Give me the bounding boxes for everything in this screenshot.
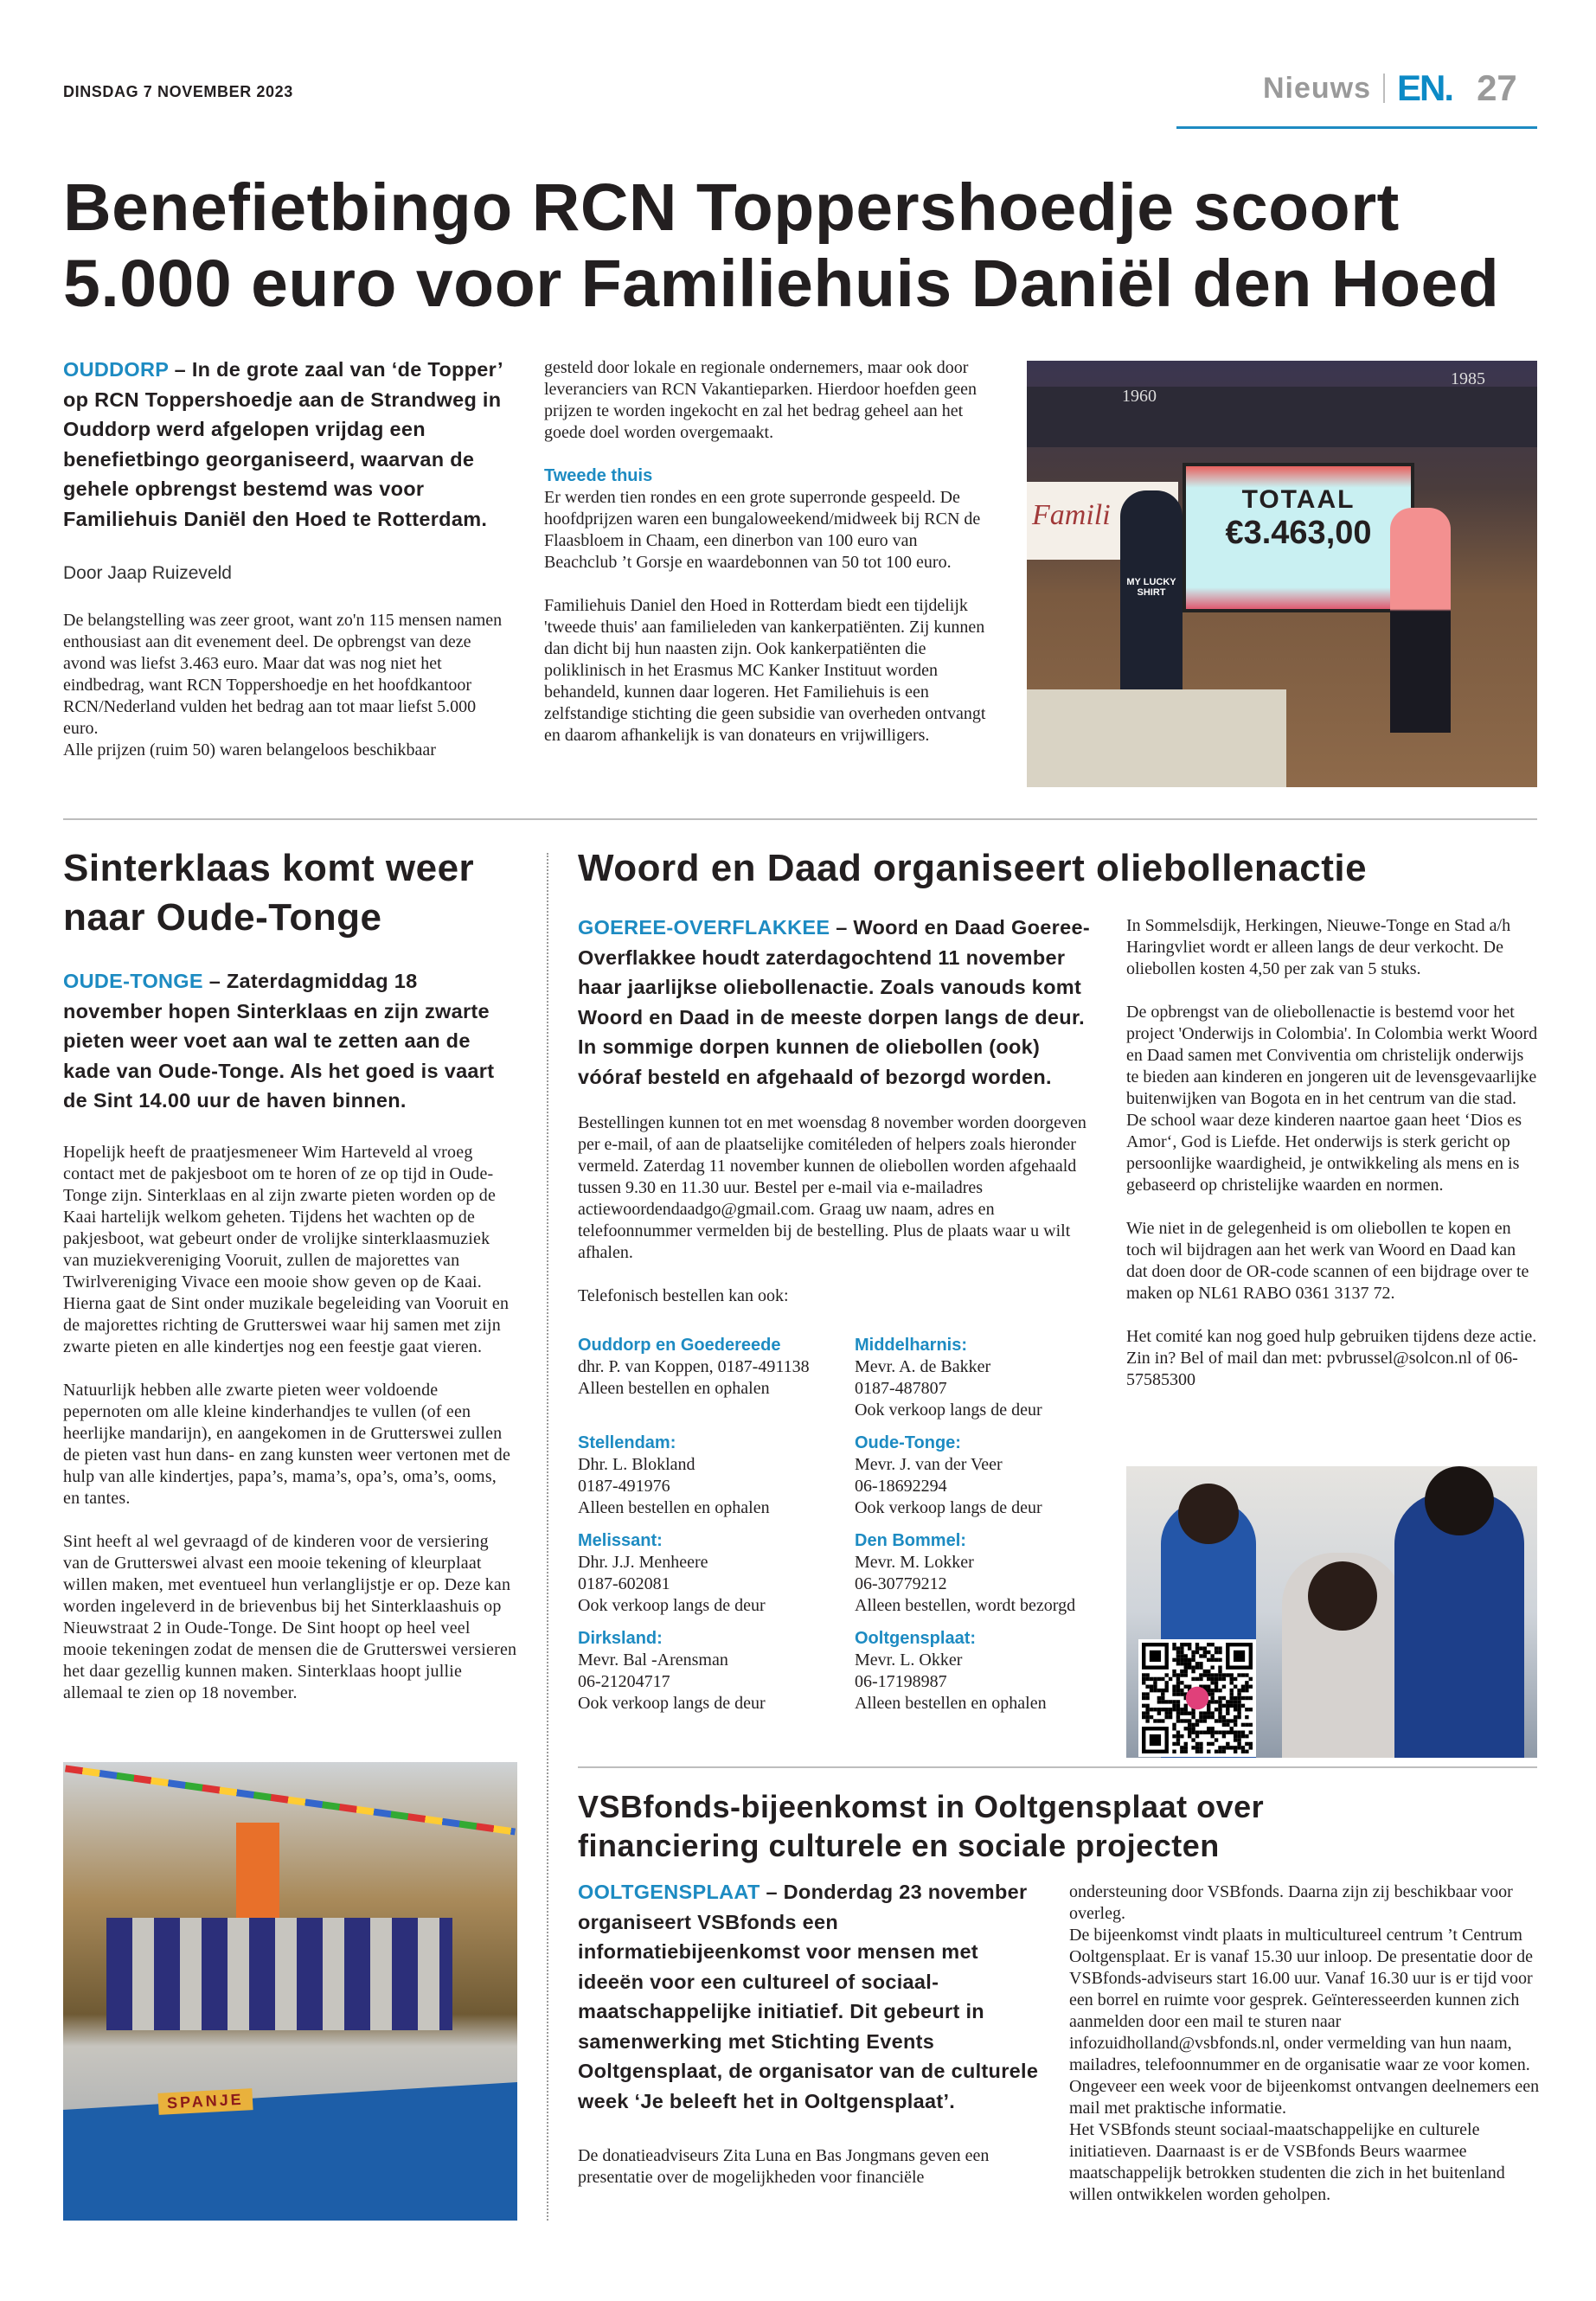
tv-screen bbox=[1183, 463, 1414, 612]
qr-code-icon bbox=[1142, 1643, 1253, 1753]
dateline: OUDE-TONGE bbox=[63, 970, 203, 992]
paragraph: Bestellingen kunnen tot en met woensdag 8 november worden doorgeven per e-mail, of aan de plaatselijke comitéleden of helpers zoals hieronder vermeld. Zaterdag 11 november kunnen de oliebollen worden afgehaald tussen 9.30 en 11.30 uur. Bestel per e-mail via e-mailadres actiewoordendaadgo@gmail.com. Graag uw naam, adres en telefoonnummer vermelden bij de bestelling. Plus de plaats waar u wilt afhalen. bbox=[578, 1113, 1086, 1262]
contact-note: Ook verkoop langs de deur bbox=[855, 1498, 1042, 1517]
contact-entry bbox=[855, 1628, 1131, 1715]
issue-date: DINSDAG 7 NOVEMBER 2023 bbox=[63, 83, 293, 100]
contact-note: Alleen bestellen en ophalen bbox=[855, 1694, 1047, 1713]
article3-lede bbox=[578, 913, 1106, 1092]
article1-lede bbox=[63, 355, 513, 534]
dateline: OUDDORP bbox=[63, 358, 169, 381]
bingo-photo bbox=[1027, 361, 1537, 787]
sinterklaas-boat-photo bbox=[63, 1762, 517, 2221]
contact-entry bbox=[578, 1335, 855, 1421]
section-divider bbox=[63, 818, 1537, 820]
paragraph: Het VSBfonds steunt sociaal-maatschappelijke en culturele initiatieven. Daarnaast is er de VSBfonds Beurs waarmee maatschappelijk betrokken studenten die zich in het buitenland willen ontwikkelen worden geholpen. bbox=[1069, 2120, 1505, 2204]
section-label: Nieuws bbox=[1263, 71, 1372, 105]
article1-headline bbox=[63, 170, 1551, 322]
title-line: VSBfonds-bijeenkomst in Ooltgensplaat over bbox=[578, 1789, 1265, 1824]
contact-note: Alleen bestellen en ophalen bbox=[578, 1498, 770, 1517]
contact-entry bbox=[578, 1433, 855, 1519]
subhead: Tweede thuis bbox=[544, 466, 653, 485]
paragraph: Natuurlijk hebben alle zwarte pieten weer voldoende pepernoten om alle kleine kinderhandjes te vullen (of een heerlijke mandarijn), en aangekomen in de Grutterswei zullen de pieten vast hun dans- en zang kunsten weer vertonen met de hulp van alle kindertjes, papa’s, mama’s, opa’s, oma’s, ooms, en tantes. bbox=[63, 1380, 511, 1508]
article2 bbox=[63, 843, 517, 1726]
header-rule bbox=[1176, 126, 1537, 129]
article1-col1 bbox=[63, 355, 513, 761]
article4-title bbox=[578, 1787, 1538, 1865]
contact-phone: 06-30779212 bbox=[855, 1574, 947, 1593]
article2-body bbox=[63, 1142, 517, 1704]
bunting-flags bbox=[65, 1766, 516, 1836]
child-head bbox=[1425, 1466, 1494, 1535]
paragraph: Sint heeft al wel gevraagd of de kinderen voor de versiering van de Grutterswei alvast een mooie tekening of kleurplaat willen maken, met eventueel hun verlanglijstje er op. Deze kan worden ingeleverd in de brievenbus bij het Sinterklaashuis op Nieuwstraat 2 in Oude-Tonge. De Sint hoopt op heel veel mooie tekeningen zodat de mensen die de Grutterswei versieren het daar gezellig kunnen maken. Sinterklaas hoopt jullie allemaal te zien op 18 november. bbox=[63, 1531, 517, 1702]
person-woman bbox=[1390, 508, 1451, 733]
place: Ouddorp en Goedereede bbox=[578, 1336, 781, 1355]
lede-text: – Woord en Daad Goeree-Overflakkee houdt zaterdagochtend 11 november haar jaarlijkse oliebollenactie. Zoals vanouds komt Woord en Daad in de meeste dorpen langs de deur. In sommige dorpen kunnen de oliebollen (ook) vóóraf besteld en afgehaald of bezorgd worden. bbox=[578, 916, 1090, 1088]
contact-entry bbox=[855, 1335, 1131, 1421]
place: Melissant: bbox=[578, 1531, 663, 1550]
colombia-children-photo bbox=[1126, 1466, 1537, 1758]
paragraph: De opbrengst van de oliebollenactie is bestemd voor het project 'Onderwijs in Colombia'. In Colombia werkt Woord en Daad samen met Conviventia om christelijk onderwijs te bieden aan kinderen en jongeren uit de levensgevaarlijke buitenwijken van Bogota en in het centrum van die stad. De school waar deze kinderen naartoe gaan heet ‘Dios es Amor‘, God is Liefde. Het onderwijs is sterk gericht op persoonlijke waardigheid, je ontwikkeling als mens en is gebaseerd op christelijke waarden en normen. bbox=[1126, 1003, 1538, 1195]
screen-amount: €3.463,00 bbox=[1225, 515, 1372, 551]
paragraph: Hopelijk heeft de praatjesmeneer Wim Harteveld al vroeg contact met de pakjesboot om te horen of ze op tijd in Oude-Tonge zijn. Sinterklaas en al zijn zwarte pieten worden op de Kaai hartelijk welkom geheten. Tijdens het wachten op de pakjesboot, wat gebeurt onder de vrolijke sinterklaasmuziek van muziekvereniging Vooruit, zullen de majorettes van Twirlvereniging Vivace een mooie show geven op de Kaai. Hierna gaat de Sint onder muzikale begeleiding van Vooruit en de majorettes richting de Grutterswei waar hij samen met zijn zwarte pieten en alle kindertjes nog een feestje gaat vieren. bbox=[63, 1142, 510, 1356]
paragraph: De belangstelling was zeer groot, want zo'n 115 mensen namen enthousiast aan dit evenement deel. De opbrengst van deze avond was liefst 3.463 euro. Maar dat was nog niet het eindbedrag, want RCN Toppershoedje en het hoofdkantoor RCN/Nederland vulden het bedrag aan tot maar liefst 5.000 euro. bbox=[63, 611, 503, 738]
phone-intro: Telefonisch bestellen kan ook: bbox=[578, 1286, 789, 1305]
paragraph: De donatieadviseurs Zita Luna en Bas Jongmans geven een presentatie over de mogelijkheden voor financiële bbox=[578, 2146, 990, 2187]
title-line: financiering culturele en sociale projecten bbox=[578, 1828, 1220, 1863]
contact-entry bbox=[855, 1530, 1131, 1617]
banner-text: Famili bbox=[1032, 499, 1111, 531]
photo-year: 1985 bbox=[1451, 369, 1485, 388]
table bbox=[1027, 689, 1286, 787]
article4-lede bbox=[578, 1877, 1041, 2116]
pieten-group bbox=[106, 1918, 452, 2030]
paragraph: gesteld door lokale en regionale ondernemers, maar ook door leveranciers van RCN Vakantieparken. Hierdoor hoefden geen prijzen te worden ingekocht en zal het bedrag geheel aan het goede doel worden overgemaakt. bbox=[544, 358, 977, 442]
lede-text: – Zaterdagmiddag 18 november hopen Sinterklaas en zijn zwarte pieten weer voet aan wal te zetten aan de kade van Oude-Tonge. Als het goed is vaart de Sint 14.00 uur de haven binnen. bbox=[63, 970, 495, 1112]
newspaper-logo: EN. bbox=[1397, 67, 1453, 108]
article1-col2 bbox=[544, 357, 994, 768]
paragraph: Familiehuis Daniel den Hoed in Rotterdam biedt een tijdelijk 'tweede thuis' aan familieleden van kankerpatiënten. Zij kunnen dan dicht bij hun naasten zijn. Ook kankerpatiënten die poliklinisch in het Erasmus MC Kanker Instituut worden behandeld, kunnen daar logeren. Het Familiehuis is een zelfstandige stichting die geen subsidie van overheden ontvangt en daarom afhankelijk is van donateurs en vrijwilligers. bbox=[544, 596, 986, 745]
section-divider bbox=[578, 1766, 1537, 1768]
article3-col2 bbox=[1126, 915, 1540, 1413]
place: Stellendam: bbox=[578, 1433, 676, 1452]
beam bbox=[1027, 387, 1537, 447]
contact-name: Dhr. J.J. Menheere bbox=[578, 1553, 708, 1572]
contact-phone: 06-21204717 bbox=[578, 1672, 670, 1691]
lede-text: – In de grote zaal van ‘de Topper’ op RCN Toppershoedje aan de Strandweg in Ouddorp werd afgelopen vrijdag een benefietbingo georganiseerd, waarvan de gehele opbrengst bestemd was voor Familiehuis Daniël den Hoed te Rotterdam. bbox=[63, 358, 503, 530]
contact-entry bbox=[578, 1530, 855, 1617]
place: Dirksland: bbox=[578, 1629, 663, 1648]
person-man bbox=[1120, 490, 1183, 689]
article2-lede bbox=[63, 966, 517, 1116]
contact-note: Alleen bestellen, wordt bezorgd bbox=[855, 1596, 1076, 1615]
article1-body bbox=[63, 610, 513, 761]
photo-year: 1960 bbox=[1122, 387, 1157, 406]
article3-title: Woord en Daad organiseert oliebollenactie bbox=[578, 847, 1368, 889]
shirt-text: MY LUCKY SHIRT bbox=[1126, 577, 1176, 598]
paragraph: Wie niet in de gelegenheid is om oliebollen te kopen en toch wil bijdragen aan het werk van Woord en Daad kan dat doen door de OR-code scannen of een bijdrage over te maken op NL61 RABO 0361 3137 72. bbox=[1126, 1219, 1529, 1303]
byline: Door Jaap Ruizeveld bbox=[63, 563, 232, 583]
screen-title: TOTAAL bbox=[1241, 485, 1356, 514]
article2-title: Sinterklaas komt weer naar Oude-Tonge bbox=[63, 847, 475, 939]
place: Den Bommel: bbox=[855, 1531, 966, 1550]
child-head bbox=[1178, 1484, 1239, 1544]
contact-note: Alleen bestellen en ophalen bbox=[578, 1379, 770, 1398]
paragraph: Het comité kan nog goed hulp gebruiken tijdens deze actie. Zin in? Bel of mail dan met: pvbrussel@solcon.nl of 06-57585300 bbox=[1126, 1327, 1537, 1389]
contact-phone: 0187-491976 bbox=[578, 1477, 670, 1496]
qr-code[interactable] bbox=[1138, 1639, 1256, 1757]
contact-name: Mevr. J. van der Veer bbox=[855, 1455, 1003, 1474]
contact-name: dhr. P. van Koppen, 0187-491138 bbox=[578, 1357, 810, 1376]
contact-phone: 0187-487807 bbox=[855, 1379, 947, 1398]
headline-line: Benefietbingo RCN Toppershoedje scoort bbox=[63, 170, 1400, 245]
contact-list bbox=[578, 1335, 1106, 1715]
child-head bbox=[1308, 1561, 1377, 1631]
contact-name: Mevr. A. de Bakker bbox=[855, 1357, 991, 1376]
article3-body bbox=[578, 1112, 1106, 1307]
boat-hull bbox=[63, 2082, 517, 2221]
flag bbox=[236, 1823, 279, 1918]
contact-note: Ook verkoop langs de deur bbox=[855, 1400, 1042, 1420]
paragraph: Er werden tien rondes en een grote superronde gespeeld. De hoofdprijzen waren een bungaloweekend/midweek bij RCN de Flaasbloem in Chaam, een dinerbon van 100 euro van Beachclub ’t Gorsje en waardebonnen van 50 tot 100 euro. bbox=[544, 488, 981, 572]
lede-text: – Donderdag 23 november organiseert VSBfonds een informatiebijeenkomst voor mensen met ideeën voor een cultureel of sociaal-maatschappelijke initiatief. Dit gebeurt in samenwerking met Stichting Events Ooltgensplaat, de organisator van de culturele week ‘Je beleeft het in Ooltgensplaat’. bbox=[578, 1881, 1039, 2112]
contact-phone: 06-18692294 bbox=[855, 1477, 947, 1496]
paragraph: De bijeenkomst vindt plaats in multicultureel centrum ’t Centrum Ooltgensplaat. Er is vanaf 15.30 uur inloop. De presentatie door de VSBfonds-adviseurs start 16.00 uur. Vanaf 16.30 uur is er tijd voor een borrel en ruimte voor gesprek. Geïnteresseerden kunnen zich aanmelden door een mail te sturen naar infozuidholland@vsbfonds.nl, onder vermelding van hun naam, mailadres, telefoonnummer en de organisatie waar ze voor komen. Ongeveer een week voor de bijeenkomst ontvangen deelnemers een mail met praktische informatie. bbox=[1069, 1926, 1540, 2118]
column-divider bbox=[547, 853, 548, 2221]
article4-col1 bbox=[578, 1877, 1041, 2189]
contact-phone: 06-17198987 bbox=[855, 1672, 947, 1691]
dateline: GOEREE-OVERFLAKKEE bbox=[578, 916, 830, 939]
place: Middelharnis: bbox=[855, 1336, 968, 1355]
contact-entry bbox=[855, 1433, 1131, 1519]
contact-entry bbox=[578, 1628, 855, 1715]
dateline: OOLTGENSPLAAT bbox=[578, 1881, 760, 1903]
page-number: 27 bbox=[1477, 67, 1517, 108]
contact-name: Mevr. L. Okker bbox=[855, 1650, 963, 1670]
contact-note: Ook verkoop langs de deur bbox=[578, 1694, 766, 1713]
contact-phone: 0187-602081 bbox=[578, 1574, 670, 1593]
contact-name: Dhr. L. Blokland bbox=[578, 1455, 695, 1474]
article4-col2 bbox=[1069, 1881, 1541, 2206]
boat-name: SPANJE bbox=[157, 2088, 253, 2115]
contact-note: Ook verkoop langs de deur bbox=[578, 1596, 766, 1615]
paragraph: Alle prijzen (ruim 50) waren belangeloos beschikbaar bbox=[63, 740, 436, 760]
contact-name: Mevr. M. Lokker bbox=[855, 1553, 974, 1572]
masthead-divider bbox=[1383, 74, 1385, 103]
paragraph: ondersteuning door VSBfonds. Daarna zijn zij beschikbaar voor overleg. bbox=[1069, 1882, 1513, 1923]
contact-name: Mevr. Bal -Arensman bbox=[578, 1650, 728, 1670]
place: Ooltgensplaat: bbox=[855, 1629, 977, 1648]
article3-col1 bbox=[578, 913, 1106, 1715]
paragraph: In Sommelsdijk, Herkingen, Nieuwe-Tonge en Stad a/h Haringvliet wordt er alleen langs de deur verkocht. De oliebollen kosten 4,50 per zak van 5 stuks. bbox=[1126, 916, 1511, 978]
headline-line: 5.000 euro voor Familiehuis Daniël den Hoed bbox=[63, 247, 1500, 321]
place: Oude-Tonge: bbox=[855, 1433, 961, 1452]
masthead bbox=[1263, 67, 1517, 109]
